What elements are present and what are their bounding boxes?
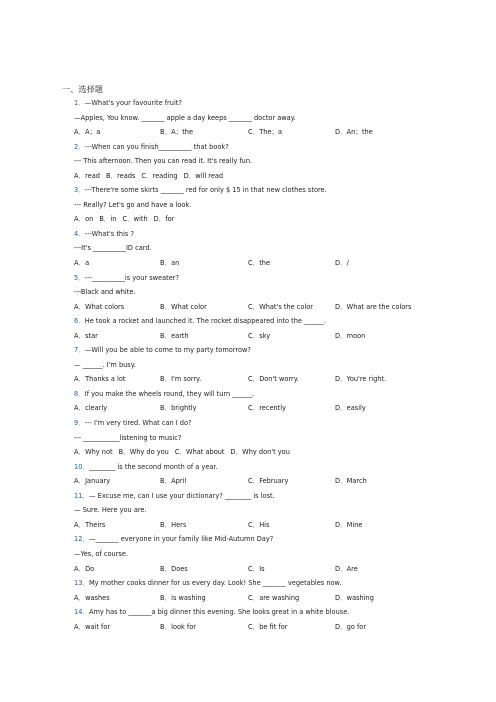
dialogue-line: --- Really? Let's go and have a look. <box>74 200 192 209</box>
dialogue-line: —Apples, You know. _______ apple a day keeps _______ doctor away. <box>74 113 296 122</box>
answer-option: B．Does <box>160 564 188 573</box>
question-text: —_______ everyone in your family like Mid-Autumn Day? <box>88 535 274 544</box>
answer-option: D．March <box>335 477 367 486</box>
answer-option: A．January <box>74 477 111 486</box>
answer-option: C．The；a <box>248 128 283 137</box>
question-text: My mother cooks dinner for us every day. Look! She _______ vegetables now. <box>88 579 342 588</box>
dialogue-line: --- This afternoon. Then you can read it. It's really fun. <box>74 157 253 166</box>
question-line <box>74 576 484 591</box>
question-line <box>74 227 484 242</box>
answer-option: C．What's the color <box>248 302 314 311</box>
question-line <box>74 271 484 286</box>
question-number: 1． <box>74 99 85 107</box>
question-line <box>74 605 484 620</box>
answer-option: B．brightly <box>160 404 197 413</box>
answer-option: A．washes <box>74 593 110 602</box>
answer-option: D．will read <box>183 171 224 180</box>
answer-option: B．an <box>160 259 180 268</box>
answer-option: B．Why do you <box>118 448 169 457</box>
answer-option: D．go for <box>335 622 367 631</box>
question-text: ---When can you finish__________ that book? <box>84 142 229 151</box>
question-number: 2． <box>74 142 85 151</box>
options-row <box>74 445 484 460</box>
answer-option: D．easily <box>335 404 366 413</box>
answer-option: D．Mine <box>335 520 363 529</box>
options-row <box>74 125 484 140</box>
question-line <box>74 532 484 547</box>
answer-option: C．with <box>122 215 148 224</box>
answer-option: C．Don't worry. <box>248 375 299 384</box>
question-number: 14． <box>74 608 89 617</box>
question-line <box>74 343 484 358</box>
dialogue-line: — ______. I'm busy. <box>74 360 136 369</box>
answer-option: D．You're right. <box>335 375 387 384</box>
dialogue-line: —Yes, of course. <box>74 549 129 558</box>
section-title: 一、选择题 <box>62 84 103 94</box>
question-text: If you make the wheels round, they will turn ______. <box>84 389 255 398</box>
dialogue-line: --- ___________listening to music? <box>74 433 182 442</box>
answer-option: D．washing <box>335 593 374 602</box>
dialogue-line: ---Black and white. <box>74 288 136 297</box>
question-number: 5． <box>74 273 85 282</box>
question-list <box>74 96 484 634</box>
answer-option: B．April <box>160 477 187 486</box>
question-text: Amy has to _______a big dinner this evening. She looks great in a white blouse. <box>88 608 350 617</box>
options-row <box>74 474 484 489</box>
answer-option: A．Why not <box>74 448 113 457</box>
answer-option: A．read <box>74 171 100 180</box>
answer-option: A．on <box>74 215 94 224</box>
question-line <box>74 416 484 431</box>
options-row <box>74 562 484 577</box>
options-row <box>74 518 484 533</box>
answer-option: A．A；a <box>74 128 101 137</box>
options-row <box>74 401 484 416</box>
answer-option: B．is washing <box>160 593 206 602</box>
answer-option: A．Do <box>74 564 95 573</box>
question-line <box>74 96 484 111</box>
answer-option: C．reading <box>141 171 178 180</box>
question-number: 10． <box>74 462 89 471</box>
options-row <box>74 212 484 227</box>
answer-option: B．reads <box>105 171 136 180</box>
answer-option: A．Theirs <box>74 520 106 529</box>
answer-option: A．star <box>74 331 98 340</box>
question-text: —Will you be able to come to my party tomorrow? <box>84 346 251 355</box>
question-number: 11． <box>74 491 89 500</box>
answer-option: A．What colors <box>74 302 125 311</box>
question-text: ---There're some skirts _______ red for only $ 15 in that new clothes store. <box>84 186 327 195</box>
answer-option: B．A；the <box>160 128 194 137</box>
options-row <box>74 256 484 271</box>
answer-option: B．look for <box>160 622 196 631</box>
question-text: ---What's this ? <box>84 229 134 238</box>
answer-option: B．earth <box>160 331 189 340</box>
answer-option: B．What color <box>160 302 207 311</box>
answer-option: C．His <box>248 520 270 529</box>
question-text: --- I'm very tired. What can I do? <box>84 419 192 428</box>
answer-option: C．sky <box>248 331 271 340</box>
answer-option: C．Is <box>248 564 265 573</box>
question-text: ________ is the second month of a year. <box>88 462 218 471</box>
answer-option: D．for <box>153 215 175 224</box>
answer-option: C．the <box>248 259 271 268</box>
dialogue-line: ---It's __________ID card. <box>74 244 152 253</box>
answer-option: C．are washing <box>248 593 300 602</box>
answer-option: A．clearly <box>74 404 108 413</box>
question-number: 7． <box>74 346 85 355</box>
question-line <box>74 140 484 155</box>
answer-option: A．a <box>74 259 90 268</box>
question-number: 8． <box>74 389 85 398</box>
answer-option: C．What about <box>174 448 225 457</box>
question-line <box>74 183 484 198</box>
question-text: —What's your favourite fruit? <box>84 99 182 107</box>
question-number: 3． <box>74 186 85 195</box>
options-row <box>74 372 484 387</box>
options-row <box>74 329 484 344</box>
answer-option: D．/ <box>335 259 349 268</box>
answer-option: B．I'm sorry. <box>160 375 202 384</box>
question-number: 13． <box>74 579 89 588</box>
answer-option: D．An；the <box>335 128 373 137</box>
answer-option: D．Why don't you <box>230 448 290 457</box>
question-number: 6． <box>74 317 85 326</box>
question-number: 12． <box>74 535 89 544</box>
answer-option: C．be fit for <box>248 622 288 631</box>
question-line <box>74 460 484 475</box>
answer-option: C．February <box>248 477 289 486</box>
answer-option: C．recently <box>248 404 287 413</box>
question-text: ---__________is your sweater? <box>84 273 179 282</box>
answer-option: D．moon <box>335 331 366 340</box>
question-line <box>74 489 484 504</box>
answer-option: B．Hers <box>160 520 187 529</box>
options-row <box>74 620 484 635</box>
question-number: 9． <box>74 419 85 428</box>
answer-option: A．Thanks a lot <box>74 375 126 384</box>
options-row <box>74 591 484 606</box>
question-number: 4． <box>74 229 85 238</box>
options-row <box>74 300 484 315</box>
question-text: He took a rocket and launched it. The rocket disappeared into the ______. <box>84 317 326 326</box>
dialogue-line: — Sure. Here you are. <box>74 506 147 515</box>
question-line <box>74 314 484 329</box>
answer-option: A．wait for <box>74 622 111 631</box>
options-row <box>74 169 484 184</box>
question-text: — Excuse me, can I use your dictionary? ________ is lost. <box>88 491 275 500</box>
answer-option: D．Are <box>335 564 358 573</box>
question-line <box>74 387 484 402</box>
answer-option: B．in <box>99 215 117 224</box>
answer-option: D．What are the colors <box>335 302 412 311</box>
